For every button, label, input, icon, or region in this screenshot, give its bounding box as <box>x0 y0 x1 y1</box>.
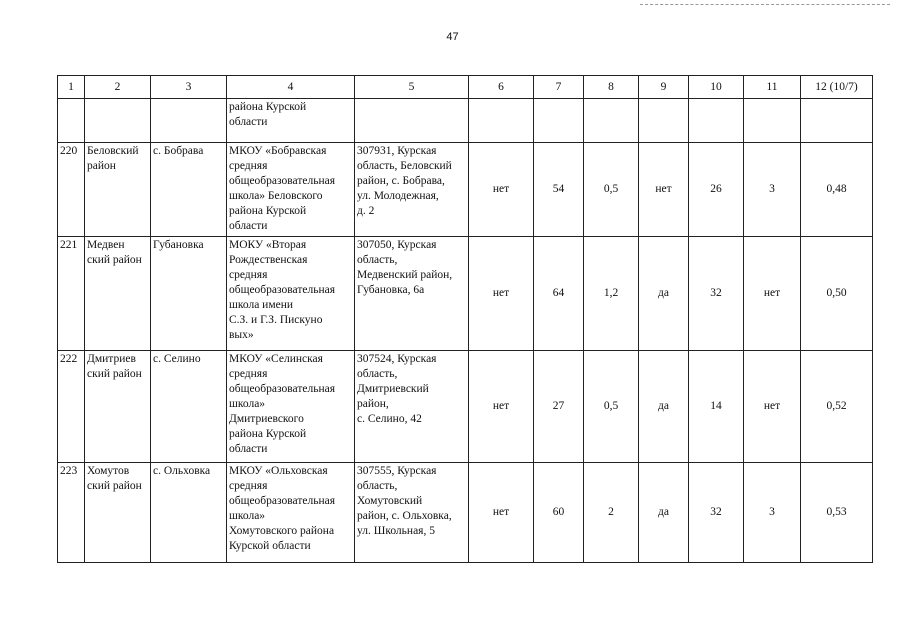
column-header: 3 <box>151 76 227 99</box>
institution-name: района Курской области <box>227 99 355 143</box>
col8-cell: 1,2 <box>584 237 639 351</box>
column-header: 10 <box>689 76 744 99</box>
table-row <box>58 351 873 463</box>
col12-cell: 0,48 <box>801 143 873 237</box>
table-row <box>58 463 873 563</box>
col10-cell: 14 <box>689 351 744 463</box>
col7-cell: 27 <box>534 351 584 463</box>
address-cell: 307555, Курская область, Хомутовский район, с. Ольховка, ул. Школьная, 5 <box>355 463 469 563</box>
continuation-row <box>58 99 873 143</box>
col10-cell: 32 <box>689 463 744 563</box>
col7-cell: 60 <box>534 463 584 563</box>
row-number: 220 <box>58 143 85 237</box>
address-cell: 307931, Курская область, Беловский район, с. Бобрава, ул. Молодежная, д. 2 <box>355 143 469 237</box>
col12-cell: 0,52 <box>801 351 873 463</box>
col9-cell: да <box>639 237 689 351</box>
address-cell: 307050, Курская область, Медвенский район, Губановка, 6а <box>355 237 469 351</box>
col7-cell: 54 <box>534 143 584 237</box>
locality-cell: с. Селино <box>151 351 227 463</box>
col8-cell: 0,5 <box>584 351 639 463</box>
locality-cell: Губановка <box>151 237 227 351</box>
table-row <box>58 143 873 237</box>
col6-cell: нет <box>469 463 534 563</box>
institution-name: МКОУ «Селинская средняя общеобразовательная школа» Дмитриевского района Курской области <box>227 351 355 463</box>
institution-name: МКОУ «Ольховская средняя общеобразовательная школа» Хомутовского района Курской области <box>227 463 355 563</box>
table-row <box>58 237 873 351</box>
col11-cell: 3 <box>744 463 801 563</box>
col6-cell: нет <box>469 351 534 463</box>
address-cell: 307524, Курская область, Дмитриевский район, с. Селино, 42 <box>355 351 469 463</box>
col11-cell: нет <box>744 351 801 463</box>
column-header: 12 (10/7) <box>801 76 873 99</box>
locality-cell: с. Ольховка <box>151 463 227 563</box>
row-number: 223 <box>58 463 85 563</box>
page-number: 47 <box>446 31 459 43</box>
locality-cell: с. Бобрава <box>151 143 227 237</box>
district-cell: Дмитриев ский район <box>85 351 151 463</box>
col8-cell: 0,5 <box>584 143 639 237</box>
column-header: 9 <box>639 76 689 99</box>
col7-cell: 64 <box>534 237 584 351</box>
district-cell: Беловский район <box>85 143 151 237</box>
col11-cell: нет <box>744 237 801 351</box>
col12-cell: 0,53 <box>801 463 873 563</box>
col10-cell: 32 <box>689 237 744 351</box>
header-row <box>58 76 873 99</box>
top-rule <box>640 4 890 5</box>
institution-name: МКОУ «Бобравская средняя общеобразовательная школа» Беловского района Курской области <box>227 143 355 237</box>
col12-cell: 0,50 <box>801 237 873 351</box>
col10-cell: 26 <box>689 143 744 237</box>
column-header: 1 <box>58 76 85 99</box>
col6-cell: нет <box>469 237 534 351</box>
col9-cell: нет <box>639 143 689 237</box>
column-header: 7 <box>534 76 584 99</box>
column-header: 8 <box>584 76 639 99</box>
col11-cell: 3 <box>744 143 801 237</box>
column-header: 6 <box>469 76 534 99</box>
col6-cell: нет <box>469 143 534 237</box>
column-header: 2 <box>85 76 151 99</box>
data-table <box>57 75 873 563</box>
row-number: 221 <box>58 237 85 351</box>
col9-cell: да <box>639 351 689 463</box>
column-header: 5 <box>355 76 469 99</box>
row-number: 222 <box>58 351 85 463</box>
column-header: 11 <box>744 76 801 99</box>
district-cell: Медвен ский район <box>85 237 151 351</box>
district-cell: Хомутов ский район <box>85 463 151 563</box>
table-body <box>58 143 873 563</box>
col8-cell: 2 <box>584 463 639 563</box>
column-header: 4 <box>227 76 355 99</box>
col9-cell: да <box>639 463 689 563</box>
institution-name: МОКУ «Вторая Рождественская средняя общеобразовательная школа имени С.З. и Г.З. Пискуно вых» <box>227 237 355 351</box>
